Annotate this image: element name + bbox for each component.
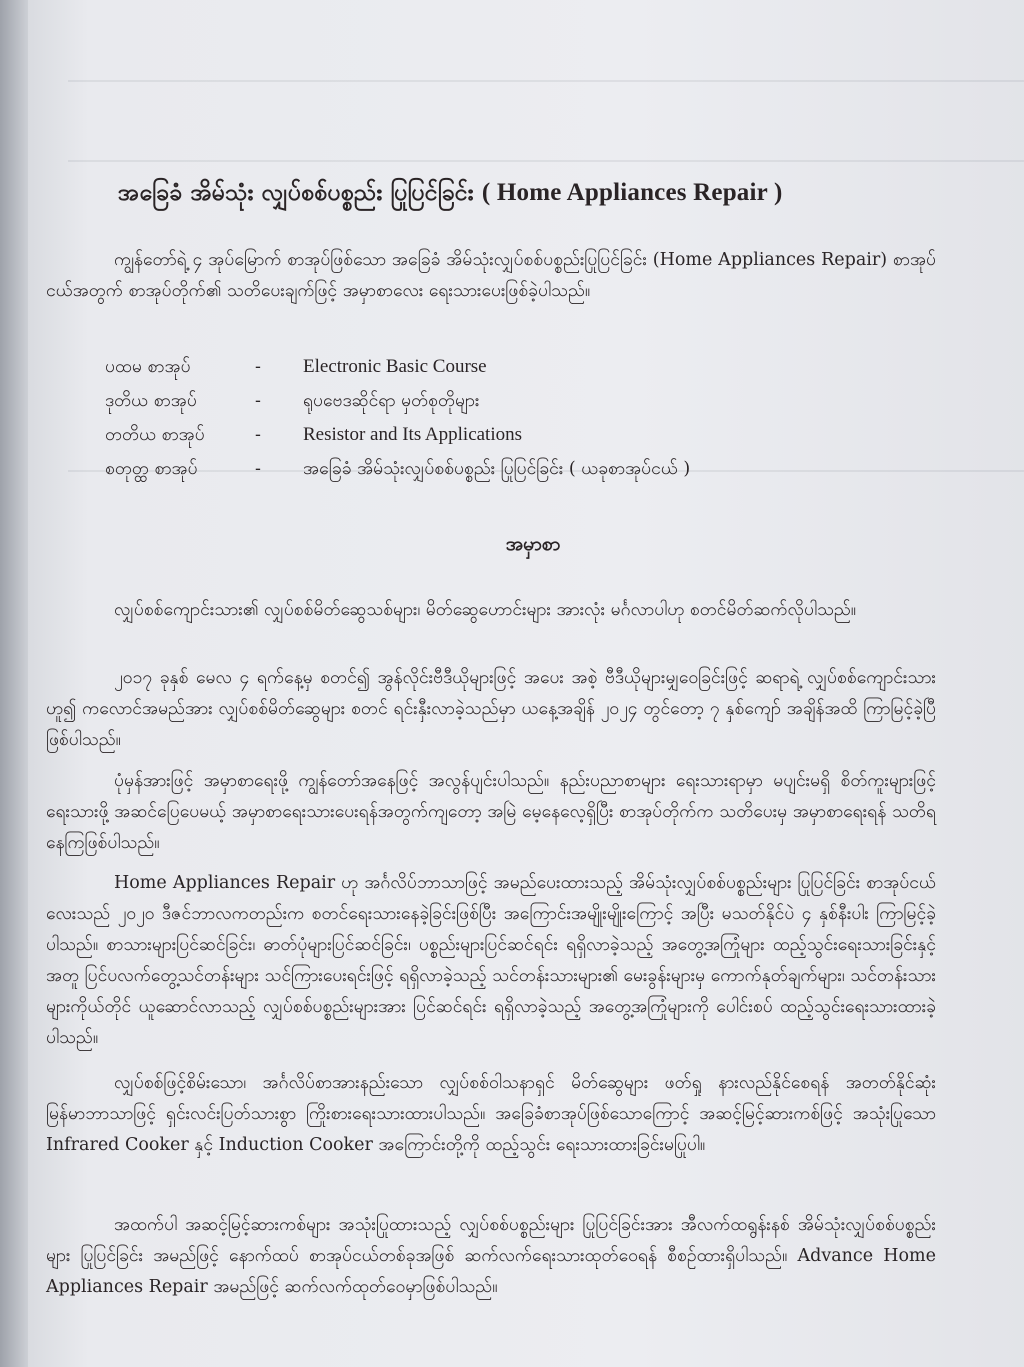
- series-item-label: ပထမ စာအုပ်: [105, 357, 191, 377]
- body-paragraph: ၂၀၁၇ ခုနှစ် မေလ ၄ ရက်နေ့မှ စတင်၍ အွန်လိုင်းဗီဒီယိုများဖြင့် အပေး အစဲ့ ဗီဒီယိုများမျှဝေခြင်းဖြင့် ဆရာရဲ့ လျှပ်စစ်ကျောင်းသား ဟူ၍ ကလောင်အမည်အား လျှပ်စစ်မိတ်ဆွေများ စတင် ရင်းနှီးလာခဲ့သည်မှာ ယနေ့အချိန် ၂၀၂၄ တွင်တော့ ၇ နှစ်ကျော် အချိန်အထိ ကြာမြင့်ခဲ့ပြီ ဖြစ်ပါသည်။: [46, 668, 936, 750]
- body-paragraph: အထက်ပါ အဆင့်မြင့်ဆားကစ်များ အသုံးပြုထားသည့် လျှပ်စစ်ပစ္စည်းများ ပြုပြင်ခြင်းအား အီလက်ထရွန်းနစ် အိမ်သုံးလျှပ်စစ်ပစ္စည်းများ ပြုပြင်ခြင်း အမည်ဖြင့် နောက်ထပ် စာအုပ်ငယ်တစ်ခုအဖြစ် ဆက်လက်ရေးသားထုတ်ဝေရန် စီစဉ်ထားရှိပါသည်။ Advance Home Appliances Repair အမည်ဖြင့် ဆက်လက်ထုတ်ဝေမှာဖြစ်ပါသည်။: [46, 1215, 936, 1297]
- series-item-dash: -: [255, 391, 261, 411]
- body-paragraph: လျှပ်စစ်ကျောင်းသား၏ လျှပ်စစ်မိတ်ဆွေသစ်များ၊ မိတ်ဆွေဟောင်းများ အားလုံး မင်္ဂလာပါဟု စတင်မိတ်ဆက်လိုပါသည်။: [114, 600, 857, 620]
- book-series-list: [105, 350, 865, 486]
- series-item: [105, 452, 865, 486]
- body-paragraph: Home Appliances Repair ဟု အင်္ဂလိပ်ဘာသာဖြင့် အမည်ပေးထားသည့် အိမ်သုံးလျှပ်စစ်ပစ္စည်းများ ပြုပြင်ခြင်း စာအုပ်ငယ်လေးသည် ၂၀၂၀ ဒီဇင်ဘာလကတည်းက စတင်ရေးသားနေခဲ့ခြင်းဖြစ်ပြီး အကြောင်းအမျိုးမျိုးကြောင့် အပြီး မသတ်နိုင်ပဲ ၄ နှစ်နီးပါး ကြာမြင့်ခဲ့ပါသည်။ စာသားများပြင်ဆင်ခြင်း၊ ဓာတ်ပုံများပြင်ဆင်ခြင်း၊ ပစ္စည်းများပြင်ဆင်ရင်း ရရှိလာခဲ့သည့် အတွေ့အကြုံများ ထည့်သွင်းရေးသားခြင်းနှင့် အတူ ပြင်ပလက်တွေ့သင်တန်းများ သင်ကြားပေးရင်းဖြင့် ရရှိလာခဲ့သည့် သင်တန်းသားများ၏ မေးခွန်းများမှ ကောက်နုတ်ချက်များ၊ သင်တန်းသားများကိုယ်တိုင် ယူဆောင်လာသည့် လျှပ်စစ်ပစ္စည်းများအား ပြင်ဆင်ရင်း ရရှိလာခဲ့သည့် အတွေ့အကြုံများကို ပေါင်းစပ် ထည့်သွင်းရေးသားထားခဲ့ပါသည်။: [46, 873, 936, 1048]
- title-english: ( Home Appliances Repair ): [481, 179, 783, 206]
- series-item-title: ရုပဗေဒဆိုင်ရာ မှတ်စုတိုများ: [303, 391, 480, 411]
- series-item-label: တတိယ စာအုပ်: [105, 425, 205, 445]
- intro-paragraph: ကျွန်တော်ရဲ့ ၄ အုပ်မြောက် စာအုပ်ဖြစ်သော အခြေခံ အိမ်သုံးလျှပ်စစ်ပစ္စည်းပြုပြင်ခြင်း (Home Appliances Repair) စာအုပ်ငယ်အတွက် စာအုပ်တိုက်၏ သတိပေးချက်ဖြင့် အမှာစာလေး ရေးသားပေးဖြစ်ခဲ့ပါသည်။: [46, 250, 936, 301]
- series-item-dash: -: [255, 459, 261, 479]
- section-heading: အမှာစာ: [505, 533, 561, 555]
- show-through-line: [68, 80, 1024, 82]
- series-item-title: Electronic Basic Course: [303, 356, 487, 377]
- body-paragraph: ပုံမှန်အားဖြင့် အမှာစာရေးဖို့ ကျွန်တော်အနေဖြင့် အလွန်ပျင်းပါသည်။ နည်းပညာစာများ ရေးသားရာမှာ မပျင်းမရှိ စိတ်ကူးများဖြင့် ရေးသားဖို့ အဆင်ပြေပေမယ့် အမှာစာရေးသားပေးရန်အတွက်ကျတော့ အမြဲ မေ့နေလေ့ရှိပြီး စာအုပ်တိုက်က သတိပေးမှ အမှာစာရေးရန် သတိရနေကြဖြစ်ပါသည်။: [46, 771, 936, 853]
- series-item-title: Resistor and Its Applications: [303, 424, 523, 445]
- series-item: [105, 418, 865, 452]
- page-title: [118, 178, 898, 212]
- series-item-title: အခြေခံ အိမ်သုံးလျှပ်စစ်ပစ္စည်း ပြုပြင်ခြင်း ( ယခုစာအုပ်ငယ် ): [303, 459, 691, 479]
- show-through-line: [68, 160, 1024, 162]
- book-page: [28, 0, 1024, 1367]
- title-burmese: အခြေခံ အိမ်သုံး လျှပ်စစ်ပစ္စည်း ပြုပြင်ခြင်း: [118, 179, 474, 206]
- series-item-label: စတုတ္ထ စာအုပ်: [105, 459, 198, 479]
- series-item-label: ဒုတိယ စာအုပ်: [105, 391, 197, 411]
- series-item-dash: -: [255, 425, 261, 445]
- series-item: [105, 350, 865, 384]
- series-item-dash: -: [255, 357, 261, 377]
- series-item: [105, 384, 865, 418]
- body-paragraph: လျှပ်စစ်ဖြင့်စိမ်းသော၊ အင်္ဂလိပ်စာအားနည်းသော လျှပ်စစ်ဝါသနာရှင် မိတ်ဆွေများ ဖတ်ရှု နားလည်နိုင်စေရန် အတတ်နိုင်ဆုံး မြန်မာဘာသာဖြင့် ရှင်းလင်းပြတ်သားစွာ ကြိုးစားရေးသားထားပါသည်။ အခြေခံစာအုပ်ဖြစ်သောကြောင့် အဆင့်မြင့်ဆားကစ်ဖြင့် အသုံးပြုသော Infrared Cooker နှင့် Induction Cooker အကြောင်းတို့ကို ထည့်သွင်း ရေးသားထားခြင်းမပြုပါ။: [46, 1073, 936, 1155]
